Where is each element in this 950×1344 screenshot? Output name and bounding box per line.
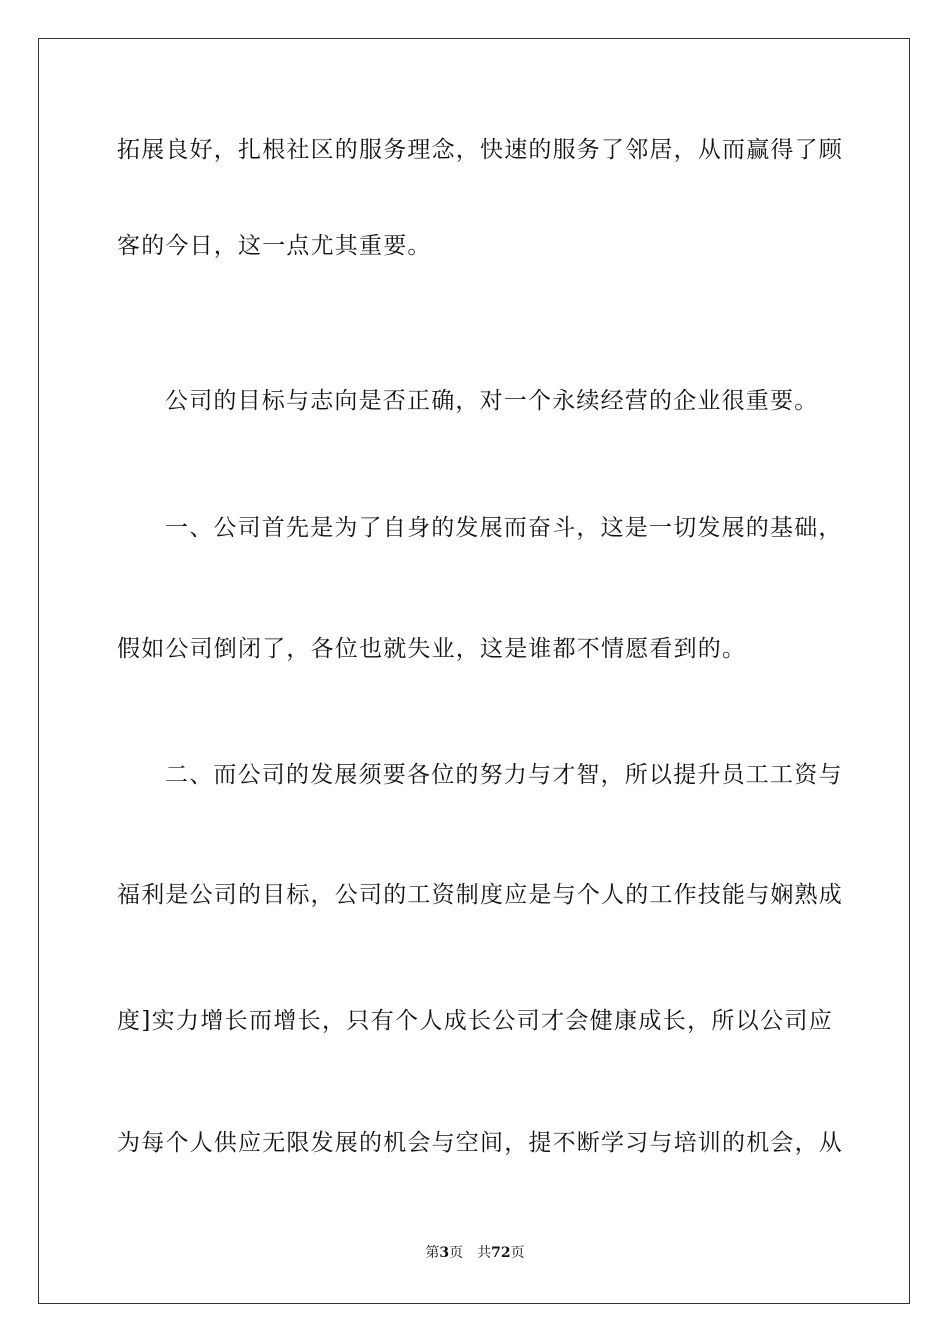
page-footer [0,1244,950,1262]
text-line-9: 为每个人供应无限发展的机会与空间，提不断学习与培训的机会，从 [117,1130,843,1156]
footer-total-suffix: 页 [510,1245,525,1261]
page-border [38,38,910,1304]
footer-page-suffix: 页 [449,1245,464,1261]
text-line-1: 拓展良好，扎根社区的服务理念，快速的服务了邻居，从而赢得了顾 [117,137,843,163]
footer-total-pages: 72 [491,1245,511,1261]
text-line-8: 度]实力增长而增长，只有个人成长公司才会健康成长，所以公司应 [117,1008,833,1034]
footer-page-number: 3 [439,1245,450,1261]
text-line-6: 二、而公司的发展须要各位的努力与才智，所以提升员工工资与 [165,762,843,788]
footer-page-prefix: 第 [425,1245,440,1261]
text-line-7: 福利是公司的目标，公司的工资制度应是与个人的工作技能与娴熟成 [117,882,843,908]
text-line-4: 一、公司首先是为了自身的发展而奋斗，这是一切发展的基础， [165,515,843,541]
text-line-3: 公司的目标与志向是否正确，对一个永续经营的企业很重要。 [165,388,819,414]
text-line-2: 客的今日，这一点尤其重要。 [117,233,432,259]
text-line-5: 假如公司倒闭了，各位也就失业，这是谁都不情愿看到的。 [117,636,747,662]
footer-total-prefix: 共 [477,1245,492,1261]
